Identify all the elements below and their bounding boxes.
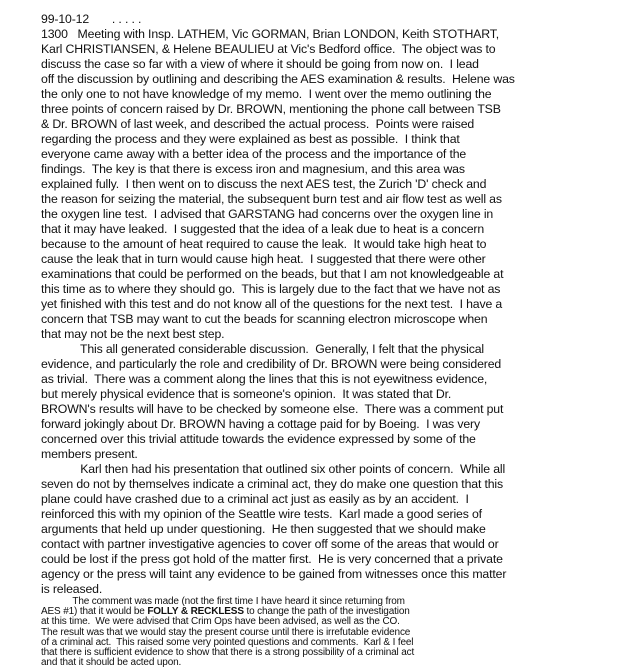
text-line: reinforced this with my opinion of the Seattle wire tests. Karl made a good series of — [41, 507, 482, 521]
text-line: Karl then had his presentation that outlined six other points of concern. While all — [41, 462, 506, 476]
text-line: arguments that held up under questioning. He then suggested that we should make — [41, 522, 486, 536]
text-line: that may not be the next best step. — [41, 327, 225, 341]
text-line: The result was that we would stay the present course until there is irrefutable evidence — [41, 626, 411, 638]
text-line: concerned over this trivial attitude towards the evidence expressed by some of the — [41, 432, 476, 446]
text-line: is released. — [41, 582, 103, 596]
text-line: could be lost if the press got hold of the matter first. He is very concerned that a private — [41, 552, 503, 566]
text-line: three points of concern raised by Dr. BROWN, mentioning the phone call between TSB — [41, 102, 501, 116]
text-line: at this time. We were advised that Crim Ops have been advised, as well as the CO. — [41, 616, 400, 628]
text-line: agency or the press will taint any evidence to be gained from witnesses once this matter — [41, 567, 507, 581]
text-line: 1300 Meeting with Insp. LATHEM, Vic GORMAN, Brian LONDON, Keith STOTHART, — [41, 27, 500, 41]
text-line: Karl CHRISTIANSEN, & Helene BEAULIEU at Vic's Bedford office. The object was to — [41, 42, 496, 56]
text-line: the oxygen line test. I advised that GARSTANG had concerns over the oxygen line in — [41, 207, 494, 221]
text-line: plane could have crashed due to a criminal act just as easily as by an accident. I — [41, 492, 469, 506]
text-line: the reason for seizing the material, the subsequent burn test and air flow test as well as — [41, 192, 502, 206]
text-line: cause the leak that in turn would cause high heat. I suggested that there were other — [41, 252, 486, 266]
date-header: 99-10-12 . . . . . — [41, 12, 142, 26]
text-line: that it may have leaked. I suggested that the idea of a leak due to heat is a concern — [41, 222, 485, 236]
text-line: of a criminal act. This raised some very pointed questions and comments. Karl & I feel — [41, 636, 414, 648]
text-line: members present. — [41, 447, 138, 461]
text-line: as trivial. There was a comment along the lines that this is not eyewitness evidence, — [41, 372, 488, 386]
text-line: because to the amount of heat required to cause the leak. It would take high heat to — [41, 237, 487, 251]
text-line: evidence, and particularly the role and credibility of Dr. BROWN were being considered — [41, 357, 502, 371]
text-line: yet finished with this test and do not know all of the questions for the next test. I have a — [41, 297, 503, 311]
text-line: & Dr. BROWN of last week, and described the actual process. Points were raised — [41, 117, 475, 131]
text-line: explained fully. I then went on to discuss the next AES test, the Zurich 'D' check and — [41, 177, 487, 191]
emphasis-text: FOLLY & RECKLESS — [147, 606, 244, 618]
text-line: This all generated considerable discussion. Generally, I felt that the physical — [41, 342, 485, 356]
text-segment: to change the path of the investigation — [243, 606, 410, 618]
text-line: examinations that could be performed on the beads, but that I am not knowledgeable at — [41, 267, 504, 281]
text-line: findings. The key is that there is excess iron and magnesium, and this area was — [41, 162, 465, 176]
text-line: concern that TSB may want to cut the beads for scanning electron microscope when — [41, 312, 488, 326]
text-line: forward jokingly about Dr. BROWN having a cottage paid for by Boeing. I was very — [41, 417, 480, 431]
text-line: and that it should be acted upon. — [41, 657, 182, 669]
text-line: this time as to where they should go. This is largely due to the fact that we have not as — [41, 282, 501, 296]
text-line: discuss the case so far with a view of where it should be going from now on. I lead — [41, 57, 479, 71]
text-line: the only one to not have knowledge of my memo. I went over the memo outlining the — [41, 87, 492, 101]
text-line: BROWN's results will have to be checked by someone else. There was a comment put — [41, 402, 504, 416]
text-line: off the discussion by outlining and describing the AES examination & results. Helene was — [41, 72, 515, 86]
text-line: contact with partner investigative agencies to cover off some of the areas that would or — [41, 537, 499, 551]
text-line: but merely physical evidence that is someone's opinion. It was stated that Dr. — [41, 387, 452, 401]
text-line: everyone came away with a better idea of the process and the importance of the — [41, 147, 467, 161]
text-line: regarding the process and they were explained as best as possible. I think that — [41, 132, 460, 146]
text-line: seven do not by themselves indicate a criminal act, they do make one question that this — [41, 477, 504, 491]
text-line: The comment was made (not the first time I have heard it since returning from — [41, 596, 405, 607]
text-line: that there is sufficient evidence to show that there is a strong possibility of a criminal act — [41, 647, 415, 658]
text-segment: AES #1) that it would be — [41, 606, 148, 618]
